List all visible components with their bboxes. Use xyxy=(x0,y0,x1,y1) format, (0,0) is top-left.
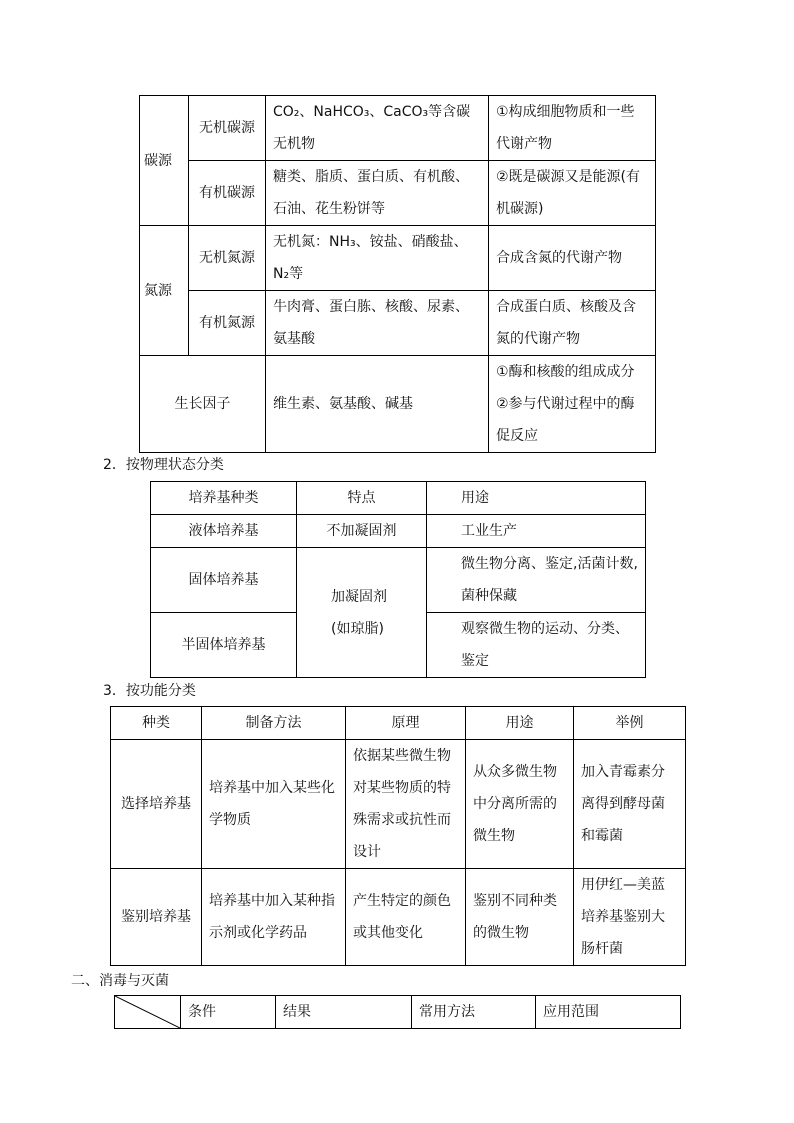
solid-medium-use: 微生物分离、鉴定,活菌计数,菌种保藏 xyxy=(427,548,646,613)
differential-medium-type: 鉴别培养基 xyxy=(111,869,202,966)
diagonal-line xyxy=(115,996,180,1028)
differential-medium-principle: 产生特定的颜色或其他变化 xyxy=(346,869,466,966)
liquid-medium-type: 液体培养基 xyxy=(151,515,297,548)
growth-factor-function-1: ①酶和核酸的组成成分 xyxy=(496,364,635,380)
organic-carbon-examples: 糖类、脂质、蛋白质、有机酸、石油、花生粉饼等 xyxy=(266,161,489,226)
diagonal-header-cell xyxy=(115,996,181,1029)
heading-function: 3．按功能分类 xyxy=(103,683,196,699)
header-medium-type: 培养基种类 xyxy=(151,482,297,515)
selective-medium-example: 加入青霉素分离得到酵母菌和霉菌 xyxy=(574,740,686,869)
section-heading-disinfection: 二、消毒与灭菌 xyxy=(71,973,169,989)
differential-medium-use: 鉴别不同种类的微生物 xyxy=(466,869,574,966)
selective-medium-use: 从众多微生物中分离所需的微生物 xyxy=(466,740,574,869)
solid-medium-type: 固体培养基 xyxy=(151,548,297,613)
inorganic-nitrogen-examples: 无机氮：NH₃、铵盐、硝酸盐、N₂等 xyxy=(266,226,489,291)
selective-medium-method: 培养基中加入某些化学物质 xyxy=(202,740,346,869)
nutrient-table xyxy=(139,95,656,453)
organic-nitrogen-label: 有机氮源 xyxy=(189,291,266,356)
header-principle: 原理 xyxy=(346,707,466,740)
inorganic-nitrogen-function: 合成含氮的代谢产物 xyxy=(489,226,656,291)
header-method: 制备方法 xyxy=(202,707,346,740)
heading-physical-state: 2．按物理状态分类 xyxy=(103,457,224,473)
inorganic-carbon-function: ①构成细胞物质和一些代谢产物 xyxy=(489,96,656,161)
header-purpose: 用途 xyxy=(466,707,574,740)
organic-nitrogen-function: 合成蛋白质、核酸及含氮的代谢产物 xyxy=(489,291,656,356)
growth-factor-function-2: ②参与代谢过程中的酶促反应 xyxy=(496,396,635,444)
semisolid-medium-use: 观察微生物的运动、分类、鉴定 xyxy=(427,613,646,678)
shared-feature: 加凝固剂(如琼脂) xyxy=(297,548,427,678)
inorganic-carbon-examples: CO₂、NaHCO₃、CaCO₃等含碳无机物 xyxy=(266,96,489,161)
header-application-scope: 应用范围 xyxy=(536,996,681,1029)
header-use: 用途 xyxy=(427,482,646,515)
physical-state-table xyxy=(150,481,646,678)
organic-carbon-label: 有机碳源 xyxy=(189,161,266,226)
header-condition: 条件 xyxy=(181,996,276,1029)
header-common-method: 常用方法 xyxy=(412,996,536,1029)
selective-medium-principle: 依据某些微生物对某些物质的特殊需求或抗性而设计 xyxy=(346,740,466,869)
header-kind: 种类 xyxy=(111,707,202,740)
semisolid-medium-type: 半固体培养基 xyxy=(151,613,297,678)
nitrogen-source-label: 氮源 xyxy=(140,226,189,356)
carbon-source-label: 碳源 xyxy=(140,96,189,226)
disinfection-table xyxy=(114,995,681,1029)
organic-carbon-function: ②既是碳源又是能源(有机碳源) xyxy=(489,161,656,226)
organic-nitrogen-examples: 牛肉膏、蛋白胨、核酸、尿素、氨基酸 xyxy=(266,291,489,356)
header-result: 结果 xyxy=(276,996,412,1029)
selective-medium-type: 选择培养基 xyxy=(111,740,202,869)
header-example: 举例 xyxy=(574,707,686,740)
growth-factor-examples: 维生素、氨基酸、碱基 xyxy=(266,356,489,453)
growth-factor-function xyxy=(489,356,656,453)
growth-factor-label: 生长因子 xyxy=(140,356,266,453)
header-feature: 特点 xyxy=(297,482,427,515)
differential-medium-example: 用伊红—美蓝培养基鉴别大肠杆菌 xyxy=(574,869,686,966)
function-table xyxy=(110,706,686,966)
differential-medium-method: 培养基中加入某种指示剂或化学药品 xyxy=(202,869,346,966)
inorganic-nitrogen-label: 无机氮源 xyxy=(189,226,266,291)
liquid-medium-use: 工业生产 xyxy=(427,515,646,548)
liquid-medium-feature: 不加凝固剂 xyxy=(297,515,427,548)
inorganic-carbon-label: 无机碳源 xyxy=(189,96,266,161)
